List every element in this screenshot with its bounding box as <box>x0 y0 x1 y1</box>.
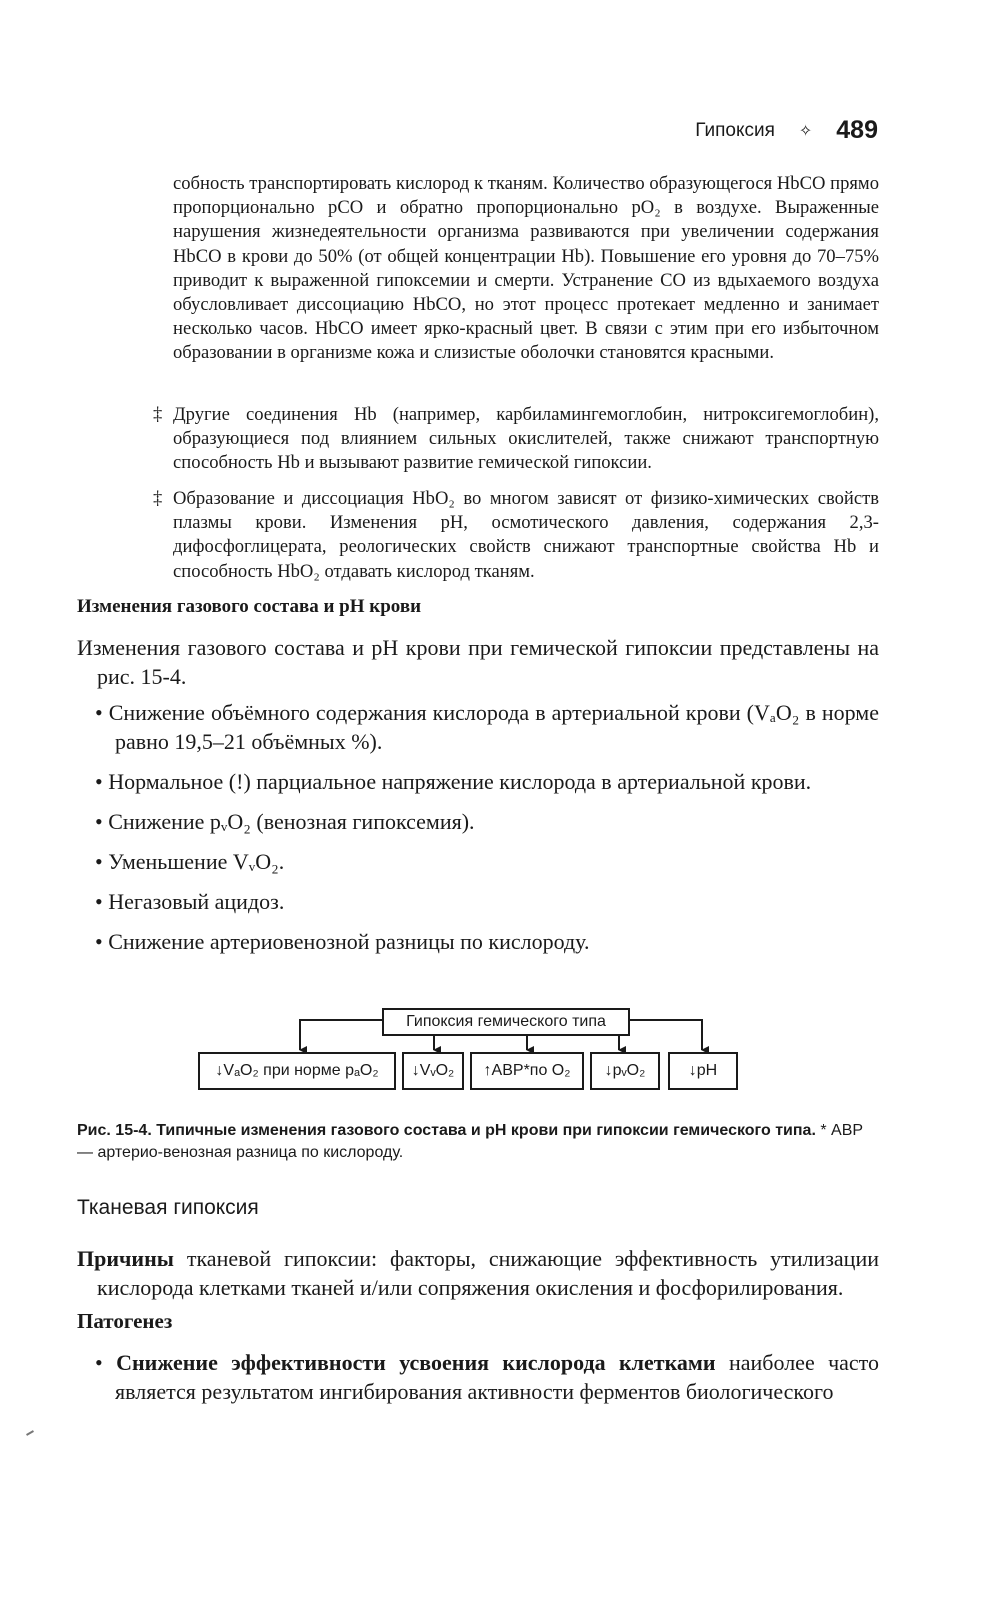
hemic-hypoxia-diagram <box>190 1004 750 1104</box>
caption-title: Типичные изменения газового состава и pH крови при гипоксии гемического типа. <box>156 1122 816 1139</box>
caption-note: * АВР — артерио-венозная разница по кислороду. <box>77 1122 864 1161</box>
causes-label: Причины <box>77 1246 174 1271</box>
diamond-separator-icon: ✧ <box>798 122 813 140</box>
diagram-box: ↓VₐO₂ при норме pₐO₂ <box>198 1052 396 1090</box>
bullet-text: наиболее часто является результатом ингибирования активности ферментов биологического <box>115 1350 880 1404</box>
list-item: • Снижение pᵥO₂ (венозная гипоксемия). <box>95 809 475 834</box>
diagram-top-box: Гипоксия гемического типа <box>382 1008 630 1036</box>
paragraph-text: собность транспортировать кислород к тканям. Количество образующегося HbCO прямо пропорционально pCO и обратно пропорционально pO₂ в воздухе. Выраженные нарушения жизнедеятельности организма развиваются при увеличении содержания HbCO в крови до 50% (от общей концентрации Hb). Повышение его уровня до 70–75% приводит к выраженной гипоксемии и смерти. Устранение CO из вдыхаемого воздуха обусловливает диссоциацию HbCO, но этот процесс протекает медленно и занимает несколько часов. HbCO имеет ярко-красный цвет. В связи с этим при его избыточном образовании в организме кожа и слизистые оболочки становятся красными. <box>173 173 879 364</box>
scan-mark <box>26 1430 34 1436</box>
causes-text: тканевой гипоксии: факторы, снижающие эффективность утилизации кислорода клетками тканей и/или сопряжения окисления и фосфорилирования. <box>97 1246 879 1300</box>
double-dagger-icon: ‡ <box>153 488 163 509</box>
running-header <box>695 116 878 145</box>
pathogenesis-list <box>95 1348 879 1406</box>
diagram-box: ↑АВР*по O₂ <box>470 1052 584 1090</box>
list-item: • Снижение артериовенозной разницы по кислороду. <box>95 929 590 954</box>
note-item <box>153 487 879 584</box>
double-dagger-icon: ‡ <box>153 404 163 425</box>
gas-changes-list <box>95 698 879 956</box>
diagram-box: ↓pH <box>668 1052 738 1090</box>
diagram-box: ↓VᵥO₂ <box>402 1052 464 1090</box>
note-text: Другие соединения Hb (например, карбиламингемоглобин, нитроксигемоглобин), образующиеся под влиянием сильных окислителей, также снижают транспортную способность Hb и вызывают развитие гемической гипоксии. <box>173 404 879 474</box>
intro-text: Изменения газового состава и pH крови при гемической гипоксии представлены на рис. 15-4. <box>77 635 879 689</box>
caption-label: Рис. 15-4. <box>77 1122 152 1139</box>
bullet-bold: Снижение эффективности усвоения кислорода клетками <box>116 1350 716 1375</box>
list-item: • Нормальное (!) парциальное напряжение кислорода в артериальной крови. <box>95 769 812 794</box>
section-intro <box>77 633 879 691</box>
pathogenesis-heading: Патогенез <box>77 1309 173 1333</box>
continued-paragraph <box>173 172 879 366</box>
diagram-box: ↓pᵥO₂ <box>590 1052 660 1090</box>
note-text: Образование и диссоциация HbO₂ во многом зависят от физико-химических свойств плазмы крови. Изменения pH, осмотического давления, содержания 2,3-дифосфоглицерата, реологических свойств снижают транспортные свойства Hb и способность HbO₂ отдавать кислород тканям. <box>173 488 879 582</box>
page-number: 489 <box>836 116 878 144</box>
causes-paragraph <box>77 1244 879 1302</box>
running-title: Гипоксия <box>695 119 775 141</box>
section-heading: Тканевая гипоксия <box>77 1196 259 1219</box>
note-item <box>153 403 879 476</box>
figure-caption <box>77 1120 879 1164</box>
section-heading: Изменения газового состава и pH крови <box>77 596 422 617</box>
list-item: • Негазовый ацидоз. <box>95 889 285 914</box>
list-item: • Уменьшение VᵥO₂. <box>95 849 285 874</box>
list-item: • Снижение объёмного содержания кислорода в артериальной крови (VₐO₂ в норме равно 19,5–21 объёмных %). <box>95 700 879 754</box>
list-item: • Снижение эффективности усвоения кислорода клетками наиболее часто является результатом ингибирования активности ферментов биологического <box>95 1350 880 1404</box>
